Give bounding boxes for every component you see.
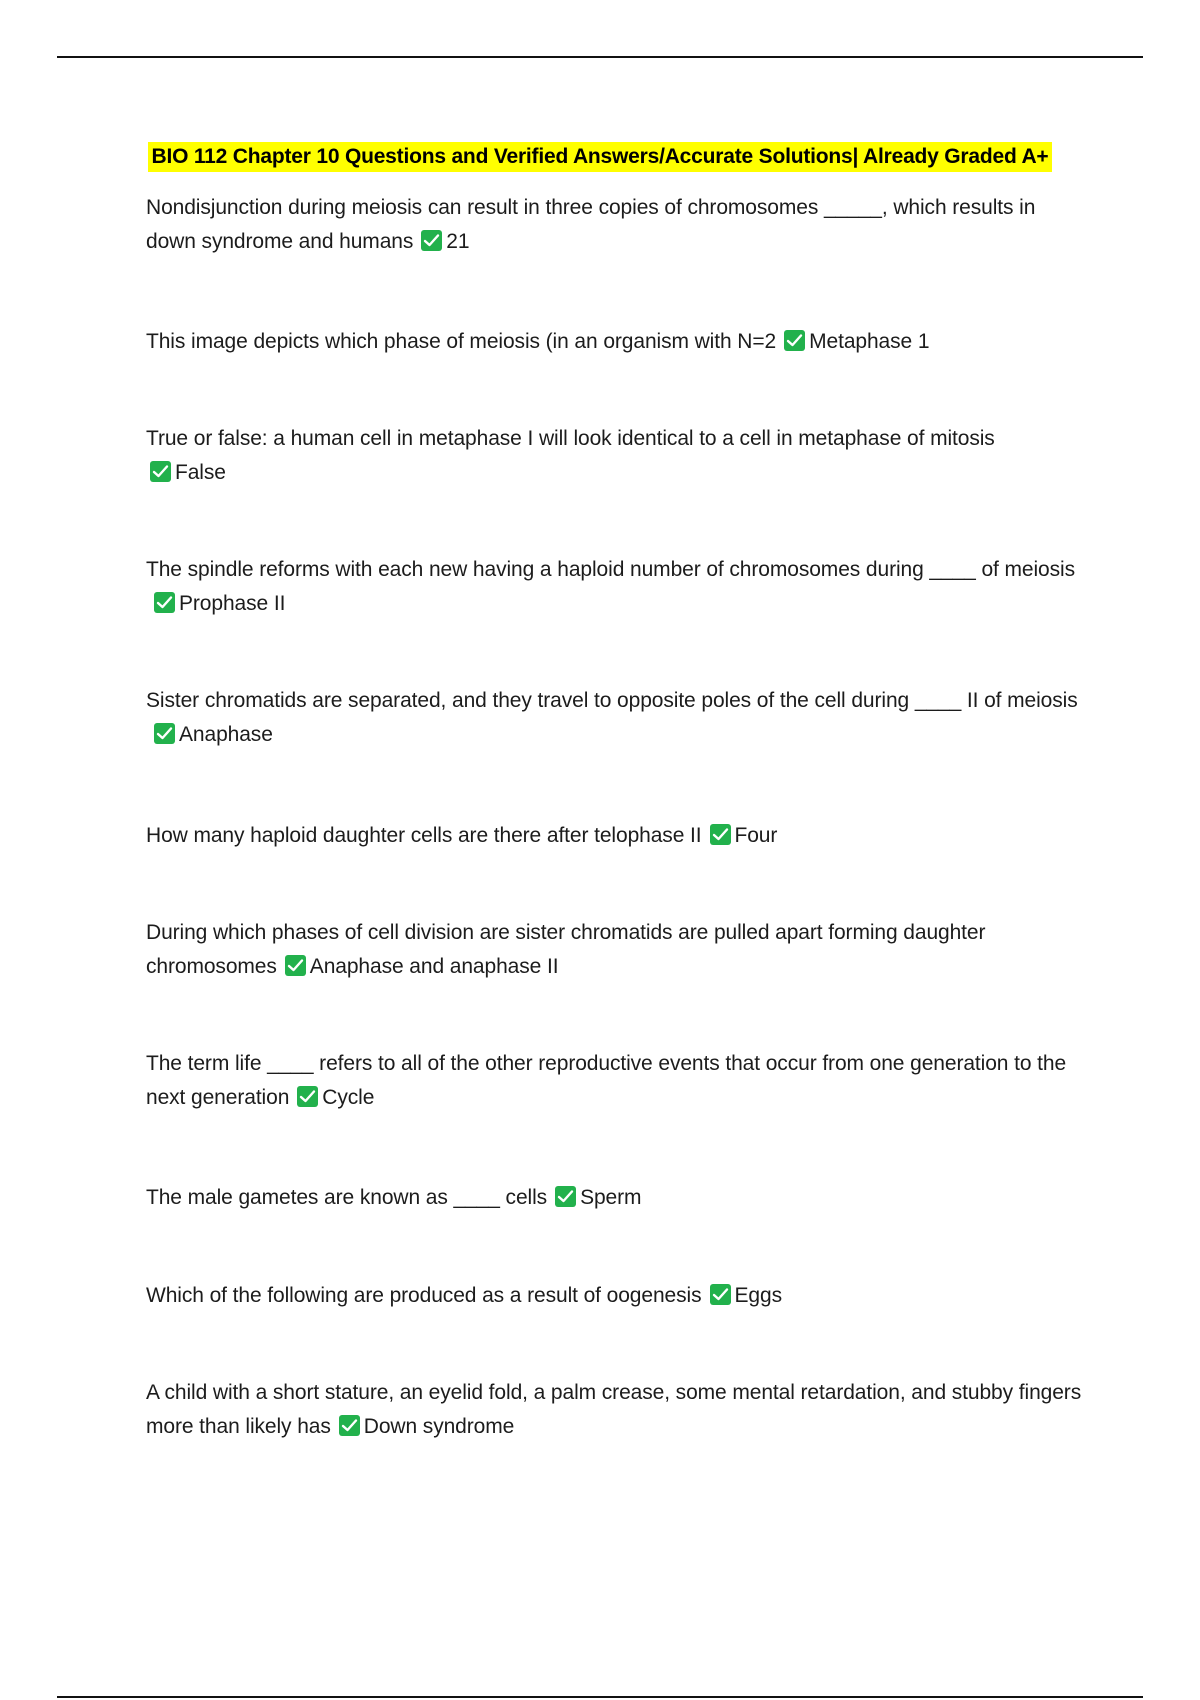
check-icon	[154, 592, 175, 613]
answer-text: Sperm	[580, 1186, 642, 1209]
check-icon	[297, 1086, 318, 1107]
question-text: The spindle reforms with each new having a haploid number of chromosomes during ____ of meiosis	[146, 558, 1075, 581]
question-text: This image depicts which phase of meiosis (in an organism with N=2	[146, 330, 777, 353]
answer-text: Down syndrome	[363, 1415, 515, 1438]
question-text: How many haploid daughter cells are there after telophase II	[146, 824, 702, 847]
check-icon	[710, 824, 731, 845]
question-text: Which of the following are produced as a result of oogenesis	[146, 1284, 702, 1307]
title-container	[0, 142, 1200, 172]
check-icon	[710, 1284, 731, 1305]
answer-text: Eggs	[734, 1284, 782, 1307]
question-text: The term life ____ refers to all of the other reproductive events that occur from one generation to the next generation	[146, 1052, 1067, 1109]
qa-item	[146, 1279, 1086, 1313]
qa-item	[146, 1376, 1086, 1444]
question-text: During which phases of cell division are sister chromatids are pulled apart forming daughter chromosomes	[146, 921, 986, 978]
footer-rule	[57, 1696, 1143, 1698]
document-title: BIO 112 Chapter 10 Questions and Verified Answers/Accurate Solutions| Already Graded A+	[148, 142, 1051, 172]
question-text: A child with a short stature, an eyelid fold, a palm crease, some mental retardation, and stubby fingers more than likely has	[146, 1381, 1082, 1438]
answer-text: Metaphase 1	[809, 330, 930, 353]
question-text: Nondisjunction during meiosis can result in three copies of chromosomes _____, which results in down syndrome and humans	[146, 196, 1036, 253]
check-icon	[339, 1415, 360, 1436]
answer-text: Four	[734, 824, 778, 847]
answer-text: Prophase II	[179, 592, 286, 615]
qa-item	[146, 325, 1086, 359]
check-icon	[555, 1186, 576, 1207]
answer-text: Anaphase	[179, 723, 273, 746]
qa-item	[146, 422, 1086, 490]
qa-item	[146, 1047, 1086, 1115]
qa-item	[146, 1181, 1086, 1215]
check-icon	[421, 230, 442, 251]
qa-item	[146, 553, 1086, 621]
answer-text: Anaphase and anaphase II	[309, 955, 559, 978]
header-rule	[57, 56, 1143, 58]
question-text: The male gametes are known as ____ cells	[146, 1186, 548, 1209]
qa-item	[146, 684, 1086, 752]
check-icon	[150, 461, 171, 482]
check-icon	[784, 330, 805, 351]
qa-item	[146, 819, 1086, 853]
question-text: True or false: a human cell in metaphase I will look identical to a cell in metaphase of mitosis	[146, 427, 995, 450]
question-text: Sister chromatids are separated, and they travel to opposite poles of the cell during ____ II of meiosis	[146, 689, 1078, 712]
answer-text: Cycle	[322, 1086, 375, 1109]
check-icon	[285, 955, 306, 976]
qa-item	[146, 916, 1086, 984]
answer-text: 21	[446, 230, 470, 253]
answer-text: False	[175, 461, 226, 484]
qa-item	[146, 191, 1086, 259]
check-icon	[154, 723, 175, 744]
